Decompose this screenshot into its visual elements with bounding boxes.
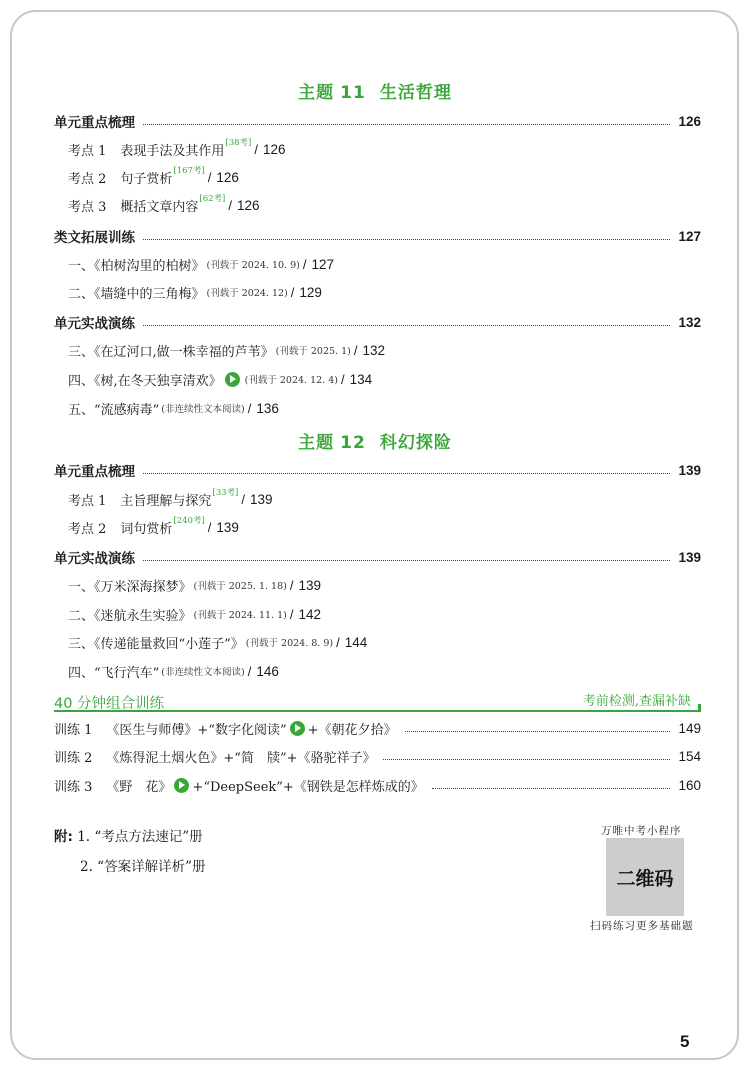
publication-note: (刊载于 2024. 8. 9) xyxy=(245,638,334,649)
kaodian-label: 考点 1 xyxy=(68,143,107,159)
theme-number: 12 xyxy=(340,433,366,453)
item-title: 概括文章内容 xyxy=(120,199,199,215)
item-title: 一、《柏树沟里的柏树》 xyxy=(68,258,205,274)
page-number: 126 xyxy=(263,141,286,157)
training-label: 训练 2 xyxy=(54,750,93,766)
page-number: 127 xyxy=(678,228,701,244)
publication-note: (刊载于 2024. 12. 4) xyxy=(244,375,338,386)
toc-item[interactable]: 五、“流感病毒” (非连续性文本阅读) / 136 xyxy=(68,400,279,418)
theme-label: 主题 xyxy=(298,433,335,453)
toc-item[interactable]: 三、《在辽河口,做一株幸福的芦苇》 (刊载于 2025. 1) / 132 xyxy=(68,342,385,360)
exam-count-badge: [38考] xyxy=(225,138,252,148)
text-type-note: (非连续性文本阅读) xyxy=(161,404,245,415)
toc-section[interactable] xyxy=(54,109,701,133)
toc-item[interactable]: 考点 1 表现手法及其作用 [38考] / 126 xyxy=(68,138,286,159)
page-number: 132 xyxy=(362,342,385,358)
page-number: 126 xyxy=(237,197,260,213)
training-item[interactable] xyxy=(54,773,701,797)
publication-note: (刊载于 2024. 11. 1) xyxy=(193,610,287,621)
page-number: 134 xyxy=(349,371,373,387)
divider-end-mark xyxy=(698,704,701,712)
toc-section[interactable] xyxy=(54,545,701,569)
toc-section[interactable] xyxy=(54,224,701,248)
toc-item[interactable]: 二、《墙缝中的三角梅》 (刊载于 2024. 12) / 129 xyxy=(68,284,322,302)
page-number: 142 xyxy=(298,606,321,622)
item-title: 三、《在辽河口,做一株幸福的芦苇》 xyxy=(68,344,274,360)
combo-title: 40 分钟组合训练 xyxy=(54,696,165,712)
theme-11-heading xyxy=(0,78,750,103)
section-title: 单元实战演练 xyxy=(54,551,135,567)
item-title: 主旨理解与探究 xyxy=(120,493,212,509)
item-title: 五、“流感病毒” xyxy=(68,402,160,418)
item-title: 三、《传递能量救回“小莲子”》 xyxy=(68,636,244,652)
theme-title: 生活哲理 xyxy=(379,83,452,103)
publication-note: (刊载于 2024. 10. 9) xyxy=(206,260,300,271)
video-play-icon[interactable] xyxy=(174,778,189,793)
page-number: 146 xyxy=(256,663,279,679)
appendix-line-1: 附: 1. “考点方法速记”册 xyxy=(54,829,203,845)
theme-title: 科幻探险 xyxy=(379,433,452,453)
leader-dots xyxy=(143,325,670,326)
training-title: 《炼得泥土烟火色》+“简 牍”+《骆驼祥子》 xyxy=(106,750,376,766)
qr-code[interactable] xyxy=(606,838,684,916)
training-title: 《野 花》 xyxy=(106,779,172,795)
leader-dots xyxy=(383,759,670,760)
item-title: 词句赏析 xyxy=(120,521,173,537)
training-label: 训练 3 xyxy=(54,779,93,795)
leader-dots xyxy=(143,560,670,561)
toc-item[interactable]: 三、《传递能量救回“小莲子”》 (刊载于 2024. 8. 9) / 144 xyxy=(68,634,368,652)
page-number: 126 xyxy=(216,169,239,185)
toc-item[interactable]: 二、《迷航永生实验》 (刊载于 2024. 11. 1) / 142 xyxy=(68,606,321,624)
page-number: 127 xyxy=(311,256,334,272)
theme-number: 11 xyxy=(340,83,366,103)
page-number: 139 xyxy=(298,577,321,593)
leader-dots xyxy=(143,124,670,125)
leader-dots xyxy=(143,239,670,240)
section-title: 单元重点梳理 xyxy=(54,115,135,131)
item-title: 四、“飞行汽车” xyxy=(68,665,160,681)
toc-item[interactable]: 考点 2 词句赏析 [240考] / 139 xyxy=(68,516,239,537)
item-title: 一、《万米深海探梦》 xyxy=(68,579,192,595)
video-play-icon[interactable] xyxy=(290,721,305,736)
publication-note: (刊载于 2024. 12) xyxy=(206,288,288,299)
combo-tagline: 考前检测,查漏补缺 xyxy=(582,694,691,709)
toc-item[interactable]: 一、《柏树沟里的柏树》 (刊载于 2024. 10. 9) / 127 xyxy=(68,256,334,274)
appendix-item: 1. “考点方法速记”册 xyxy=(77,829,203,845)
leader-dots xyxy=(405,731,671,732)
publication-note: (刊载于 2025. 1) xyxy=(275,346,351,357)
exam-count-badge: [62考] xyxy=(199,194,226,204)
training-label: 训练 1 xyxy=(54,722,93,738)
page-number: 139 xyxy=(250,491,273,507)
page-number: 160 xyxy=(678,777,701,793)
page-number: 132 xyxy=(678,314,701,330)
training-item[interactable] xyxy=(54,716,701,740)
training-title-cont: +《朝花夕拾》 xyxy=(307,722,397,738)
kaodian-label: 考点 1 xyxy=(68,493,107,509)
publication-note: (刊载于 2025. 1. 18) xyxy=(193,581,287,592)
training-title: 《医生与师傅》+“数字化阅读” xyxy=(106,722,287,738)
toc-section[interactable] xyxy=(54,458,701,482)
combo-training-header xyxy=(54,690,701,712)
appendix-line-2 xyxy=(80,855,205,875)
item-title: 四、《树,在冬天独享清欢》 xyxy=(68,373,222,389)
toc-section[interactable] xyxy=(54,310,701,334)
page-number: 126 xyxy=(678,113,701,129)
toc-item[interactable]: 考点 2 句子赏析 [167考] / 126 xyxy=(68,166,239,187)
kaodian-label: 考点 3 xyxy=(68,199,107,215)
leader-dots xyxy=(432,788,671,789)
qr-bottom-caption: 扫码练习更多基础题 xyxy=(590,920,694,932)
theme-12-heading xyxy=(0,428,750,453)
kaodian-label: 考点 2 xyxy=(68,521,107,537)
video-play-icon[interactable] xyxy=(225,372,240,387)
page-number: 139 xyxy=(678,462,701,478)
toc-item[interactable]: 四、《树,在冬天独享清欢》 (刊载于 2024. 12. 4) / 134 xyxy=(68,371,373,389)
exam-count-badge: [240考] xyxy=(173,516,205,526)
page-number: 144 xyxy=(344,634,368,650)
page-number: 154 xyxy=(678,748,701,764)
leader-dots xyxy=(143,473,670,474)
kaodian-label: 考点 2 xyxy=(68,171,107,187)
training-title-cont: +“DeepSeek”+《钢铁是怎样炼成的》 xyxy=(192,779,424,795)
appendix-label: 附 xyxy=(54,829,68,845)
theme-label: 主题 xyxy=(298,83,335,103)
item-title: 二、《墙缝中的三角梅》 xyxy=(68,286,205,302)
qr-label: 二维码 xyxy=(616,867,674,890)
page-number: 129 xyxy=(299,284,322,300)
item-title: 句子赏析 xyxy=(120,171,173,187)
qr-top-caption: 万唯中考小程序 xyxy=(601,825,682,837)
appendix-item: 2. “答案详解详析”册 xyxy=(80,859,206,875)
training-item[interactable] xyxy=(54,744,701,768)
page-number: 149 xyxy=(678,720,701,736)
item-title: 表现手法及其作用 xyxy=(120,143,225,159)
section-title: 单元重点梳理 xyxy=(54,464,135,480)
section-title: 类文拓展训练 xyxy=(54,230,135,246)
text-type-note: (非连续性文本阅读) xyxy=(161,667,245,678)
exam-count-badge: [33考] xyxy=(212,488,239,498)
item-title: 二、《迷航永生实验》 xyxy=(68,608,192,624)
toc-item[interactable]: 考点 1 主旨理解与探究 [33考] / 139 xyxy=(68,488,273,509)
toc-item[interactable]: 考点 3 概括文章内容 [62考] / 126 xyxy=(68,194,260,215)
section-title: 单元实战演练 xyxy=(54,316,135,332)
divider xyxy=(54,710,701,712)
page-number: 136 xyxy=(256,400,279,416)
toc-item[interactable]: 四、“飞行汽车” (非连续性文本阅读) / 146 xyxy=(68,663,279,681)
page-number: 139 xyxy=(678,549,701,565)
exam-count-badge: [167考] xyxy=(173,166,205,176)
page-number: 139 xyxy=(216,519,239,535)
page-number-footer: 5 xyxy=(680,1032,690,1051)
toc-item[interactable]: 一、《万米深海探梦》 (刊载于 2025. 1. 18) / 139 xyxy=(68,577,321,595)
